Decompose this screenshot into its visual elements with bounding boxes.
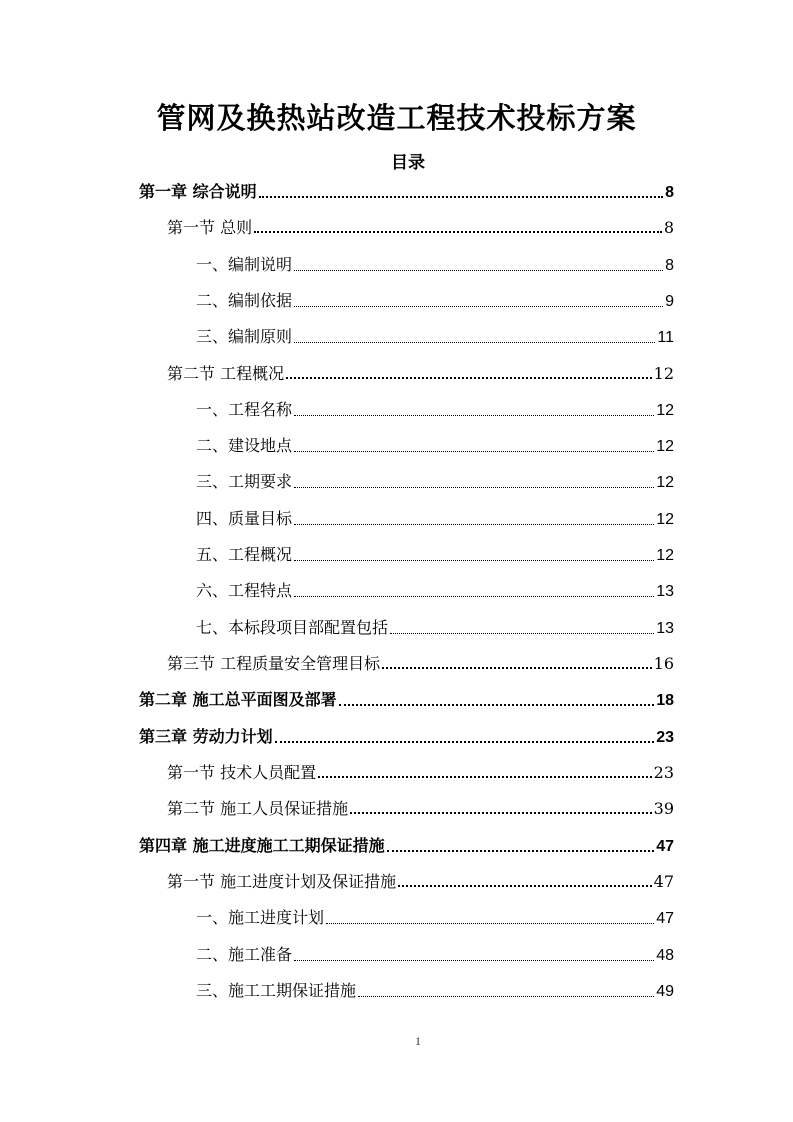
toc-entry-page: 13 [656, 583, 674, 600]
toc-entry-label: 一、工程名称 [196, 400, 293, 419]
toc-entry-page: 8 [665, 184, 674, 201]
dot-leader [294, 596, 654, 597]
dot-leader [294, 560, 654, 561]
toc-entry-label: 第一节 施工进度计划及保证措施 [167, 872, 397, 891]
toc-entry[interactable] [196, 290, 674, 313]
toc-entry-label: 三、编制原则 [196, 327, 293, 346]
toc-entry-page: 12 [656, 547, 674, 564]
toc-entry[interactable] [167, 871, 674, 893]
dot-leader [318, 776, 652, 778]
dot-leader [382, 667, 652, 669]
toc-entry[interactable] [139, 689, 674, 712]
dot-leader [254, 231, 662, 233]
toc-entry-page: 11 [657, 329, 674, 346]
dot-leader [294, 524, 654, 525]
toc-entry-page: 47 [653, 872, 674, 891]
toc-entry[interactable] [196, 617, 674, 640]
toc-entry[interactable] [196, 326, 674, 349]
toc-entry-page: 23 [653, 763, 674, 782]
toc-entry-page: 9 [665, 293, 674, 310]
toc-entry-page: 12 [656, 511, 674, 528]
toc-entry-page: 18 [656, 692, 674, 709]
toc-entry-page: 23 [656, 729, 674, 746]
toc-entry[interactable] [139, 726, 674, 749]
toc-entry[interactable] [196, 254, 674, 277]
toc-entry[interactable] [196, 399, 674, 422]
toc-entry-label: 第二章 施工总平面图及部署 [139, 690, 337, 709]
dot-leader [358, 996, 654, 997]
toc-entry-label: 第二节 工程概况 [167, 364, 285, 383]
toc-entry-label: 一、编制说明 [196, 255, 293, 274]
dot-leader [387, 850, 655, 852]
toc-entry[interactable] [139, 181, 674, 204]
toc-entry-label: 二、建设地点 [196, 436, 293, 455]
toc-entry[interactable] [167, 762, 674, 784]
toc-entry-label: 二、施工准备 [196, 945, 293, 964]
toc-entry-label: 七、本标段项目部配置包括 [196, 618, 389, 637]
toc-entry[interactable] [196, 907, 674, 930]
dot-leader [350, 812, 652, 814]
dot-leader [398, 885, 652, 887]
toc-entry[interactable] [196, 544, 674, 567]
toc-entry[interactable] [196, 944, 674, 967]
toc-entry-page: 48 [656, 947, 674, 964]
dot-leader [294, 270, 663, 271]
page-title: 管网及换热站改造工程技术投标方案 [156, 101, 637, 135]
dot-leader [294, 415, 654, 416]
toc-entry-page: 47 [656, 838, 674, 855]
page-number: 1 [415, 1034, 421, 1048]
toc-entry[interactable] [196, 508, 674, 531]
toc-entry-label: 第一章 综合说明 [139, 182, 257, 201]
dot-leader [294, 451, 654, 452]
toc-entry-label: 第三章 劳动力计划 [139, 727, 273, 746]
toc-entry-page: 49 [656, 983, 674, 1000]
toc-entry-page: 12 [656, 438, 674, 455]
dot-leader [294, 960, 654, 961]
toc-entry-label: 五、工程概况 [196, 545, 293, 564]
toc-entry-page: 8 [665, 257, 674, 274]
toc-entry-page: 39 [653, 799, 674, 818]
dot-leader [390, 633, 654, 634]
dot-leader [294, 487, 654, 488]
toc-entry[interactable] [139, 835, 674, 858]
toc-entry-page: 8 [663, 218, 674, 237]
toc-entry-label: 六、工程特点 [196, 581, 293, 600]
dot-leader [294, 306, 663, 307]
toc-entry-label: 四、质量目标 [196, 509, 293, 528]
dot-leader [286, 377, 652, 379]
toc-entry-page: 12 [656, 474, 674, 491]
toc-entry-label: 第二节 施工人员保证措施 [167, 799, 349, 818]
toc-heading: 目录 [391, 153, 425, 173]
dot-leader [339, 704, 655, 706]
toc-entry[interactable] [167, 798, 674, 820]
toc-entry-label: 第三节 工程质量安全管理目标 [167, 654, 381, 673]
toc-entry-page: 12 [653, 364, 674, 383]
dot-leader [259, 196, 664, 198]
dot-leader [326, 923, 654, 924]
dot-leader [294, 342, 655, 343]
toc-entry-label: 第四章 施工进度施工工期保证措施 [139, 836, 385, 855]
toc-entry[interactable] [167, 653, 674, 675]
toc-entry-page: 16 [653, 654, 674, 673]
toc-entry-label: 第一节 总则 [167, 218, 253, 237]
toc-entry[interactable] [196, 435, 674, 458]
toc-entry-page: 12 [656, 402, 674, 419]
toc-entry[interactable] [167, 363, 674, 385]
toc-entry-label: 三、工期要求 [196, 472, 293, 491]
toc-entry[interactable] [196, 471, 674, 494]
toc-entry-page: 13 [656, 620, 674, 637]
toc-entry-label: 第一节 技术人员配置 [167, 763, 317, 782]
dot-leader [275, 741, 655, 743]
toc-entry-page: 47 [656, 910, 674, 927]
toc-entry-label: 一、施工进度计划 [196, 908, 325, 927]
toc-entry-label: 三、施工工期保证措施 [196, 981, 357, 1000]
toc-entry[interactable] [196, 980, 674, 1003]
toc-entry[interactable] [167, 217, 674, 239]
toc-entry-label: 二、编制依据 [196, 291, 293, 310]
toc-entry[interactable] [196, 580, 674, 603]
